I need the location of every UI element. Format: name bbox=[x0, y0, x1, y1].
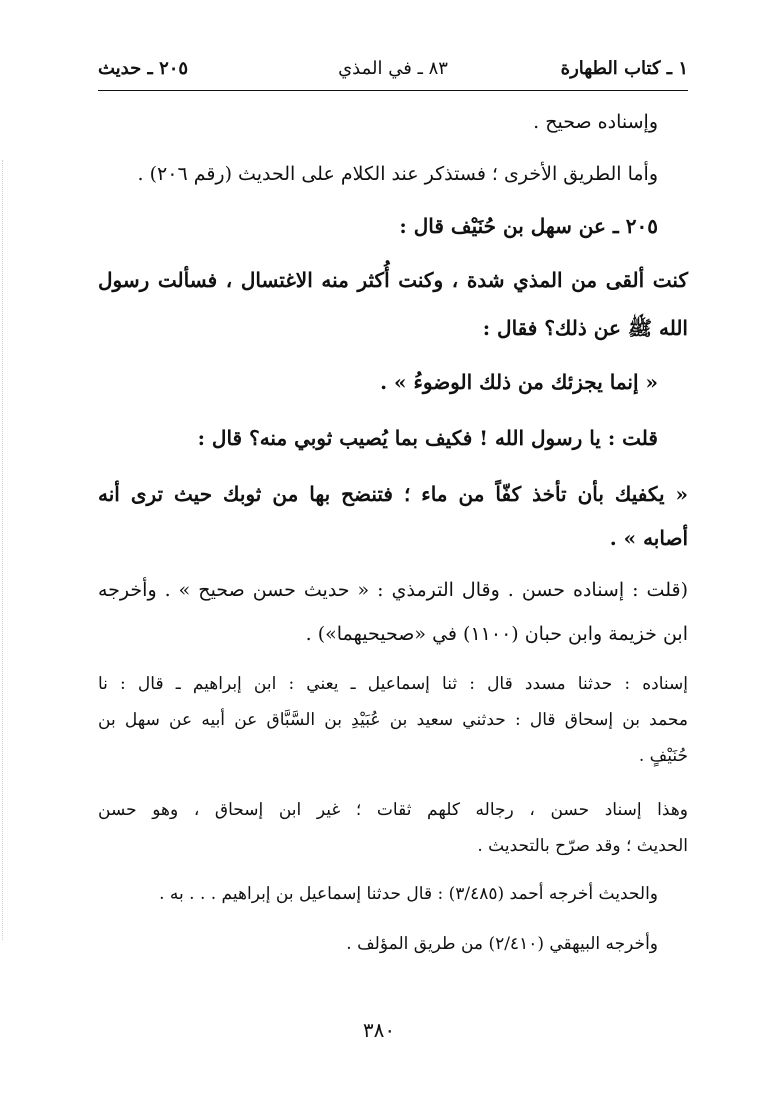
text-line-isnad-sahih: وإسناده صحيح . bbox=[533, 111, 658, 133]
isnad-line-1: إسناده : حدثنا مسدد قال : ثنا إسماعيل ـ يعني : ابن إبراهيم ـ قال : نا bbox=[98, 674, 688, 694]
hadith-text-line-5: « يكفيك بأن تأخذ كفّاً من ماء ؛ فتنضح بها من ثوبك حيث ترى أنه bbox=[98, 482, 688, 506]
header-book-title: ١ ـ كتاب الطهارة bbox=[560, 58, 688, 79]
header-hadith-number: ٢٠٥ ـ حديث bbox=[98, 58, 189, 79]
grading-note-line-2: ابن خزيمة وابن حبان (١١٠٠) في «صحيحيهما») . bbox=[305, 623, 688, 645]
header-rule bbox=[98, 90, 688, 91]
hadith-text-line-3: « إنما يجزئك من ذلك الوضوءُ » . bbox=[380, 370, 658, 394]
running-header bbox=[98, 58, 688, 92]
page-edge-shadow bbox=[2, 160, 7, 940]
commentary-line-1: وهذا إسناد حسن ، رجاله كلهم ثقات ؛ غير ابن إسحاق ، وهو حسن bbox=[98, 800, 688, 820]
grading-note-line-1: (قلت : إسناده حسن . وقال الترمذي : « حديث حسن صحيح » . وأخرجه bbox=[98, 579, 688, 601]
page-number: ٣٨٠ bbox=[362, 1018, 396, 1042]
isnad-line-3: حُنَيْفٍ . bbox=[638, 746, 688, 766]
hadith-text-line-4: قلت : يا رسول الله ! فكيف بما يُصيب ثوبي منه؟ قال : bbox=[197, 426, 658, 450]
takhrij-bayhaqi-line: وأخرجه البيهقي (٢/٤١٠) من طريق المؤلف . bbox=[346, 934, 658, 954]
text-line-other-path: وأما الطريق الأخرى ؛ فستذكر عند الكلام على الحديث (رقم ٢٠٦) . bbox=[137, 163, 658, 185]
hadith-text-line-2: الله ﷺ عن ذلك؟ فقال : bbox=[482, 316, 688, 340]
isnad-line-2: محمد بن إسحاق قال : حدثني سعيد بن عُبَيْدِ بن السَّبَّاق عن أبيه عن سهل بن bbox=[98, 710, 688, 730]
hadith-text-line-1: كنت ألقى من المذي شدة ، وكنت أُكثر منه الاغتسال ، فسألت رسول bbox=[98, 268, 688, 292]
hadith-text-line-6: أصابه » . bbox=[609, 526, 688, 550]
hadith-205-heading: ٢٠٥ ـ عن سهل بن حُنَيْف قال : bbox=[399, 214, 658, 238]
header-chapter-title: ٨٣ ـ في المذي bbox=[338, 58, 448, 79]
commentary-line-2: الحديث ؛ وقد صرّح بالتحديث . bbox=[477, 836, 688, 856]
takhrij-ahmad-line: والحديث أخرجه أحمد (٣/٤٨٥) : قال حدثنا إسماعيل بن إبراهيم . . . به . bbox=[159, 884, 658, 904]
